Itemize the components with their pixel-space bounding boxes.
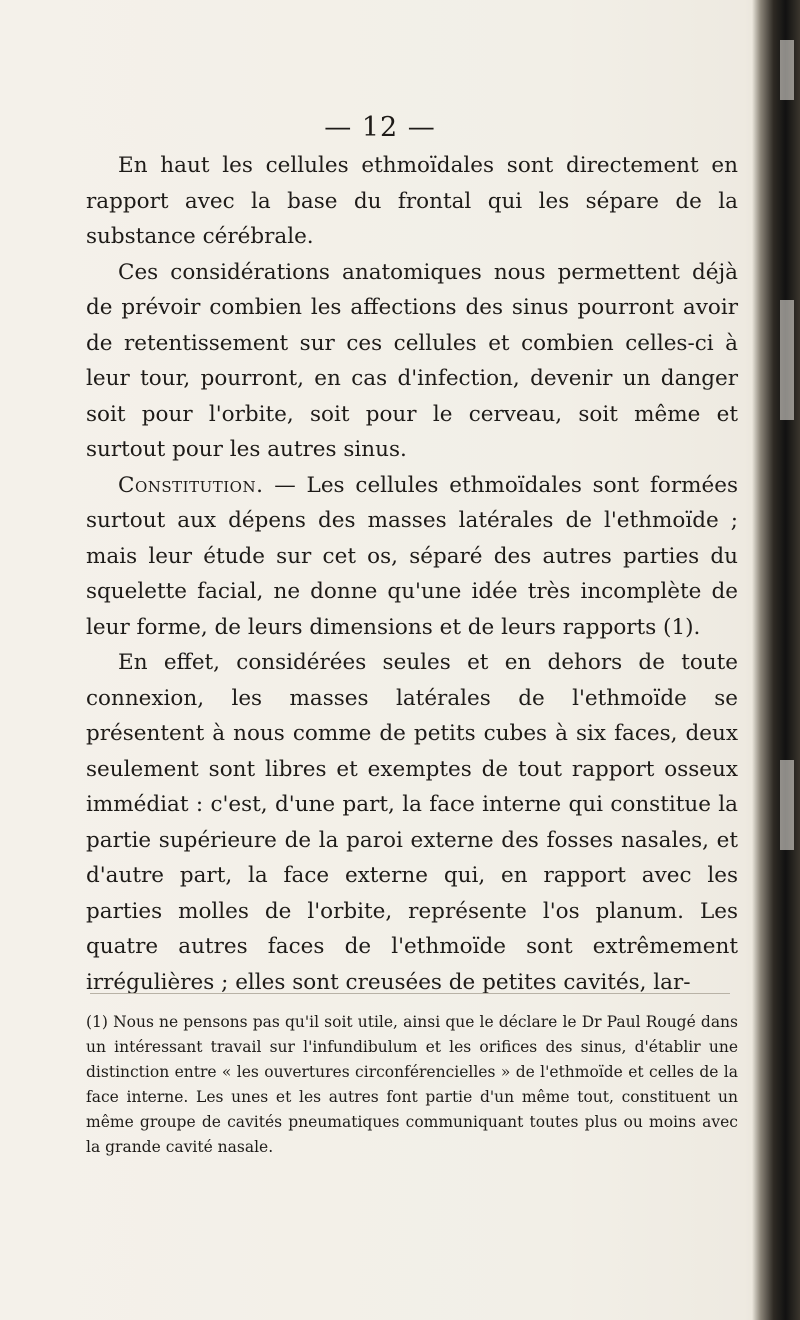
paragraph: En effet, considérées seules et en dehors de toute connexion, les masses latérales de l'ethmoïde se présentent à nous comme de petits cubes à six faces, deux seulement sont libres et exemptes de tout rapport osseux immédiat : c'est, d'une part, la face interne qui constitue la partie supérieure de la paroi externe des fosses nasales, et d'autre part, la face externe qui, en rapport avec les parties molles de l'orbite, représente l'os planum. Les quatre autres faces de l'ethmoïde sont extrêmement irrégulières ; elles sont creusées de petites cavités, lar- <box>86 650 738 995</box>
body-text <box>86 148 738 1000</box>
paragraph: En haut les cellules ethmoïdales sont directement en rapport avec la base du frontal qui les sépare de la substance cérébrale. <box>86 153 738 249</box>
page-number: — 12 — <box>324 112 436 143</box>
section-heading: Constitution. <box>118 472 264 498</box>
edge-speck <box>780 760 794 850</box>
page-edge-shadow <box>752 0 800 1320</box>
paragraph-section <box>86 468 738 646</box>
footnote-divider <box>90 993 730 994</box>
edge-speck <box>780 40 794 100</box>
section-text: — Les cellules ethmoïdales sont formées surtout aux dépens des masses latérales de l'ethmoïde ; mais leur étude sur cet os, séparé des autres parties du squelette facial, ne donne qu'une idée très incomplète de leur forme, de leurs dimensions et de leurs rapports (1). <box>86 472 738 640</box>
footnote-text: (1) Nous ne pensons pas qu'il soit utile, ainsi que le déclare le Dr Paul Rougé dans un intéressant travail sur l'infundibulum et les orifices des sinus, d'établir une distinction entre « les ouvertures circonférencielles » de l'ethmoïde et celles de la face interne. Les unes et les autres font partie d'un même tout, constituent un même groupe de cavités pneumatiques communiquant toutes plus ou moins avec la grande cavité nasale. <box>86 1013 738 1156</box>
paragraph: Ces considérations anatomiques nous permettent déjà de prévoir combien les affections des sinus pourront avoir de retentissement sur ces cellules et combien celles-ci à leur tour, pourront, en cas d'infection, devenir un danger soit pour l'orbite, soit pour le cerveau, soit même et surtout pour les autres sinus. <box>86 259 738 462</box>
footnote <box>86 1010 738 1160</box>
edge-speck <box>780 300 794 420</box>
